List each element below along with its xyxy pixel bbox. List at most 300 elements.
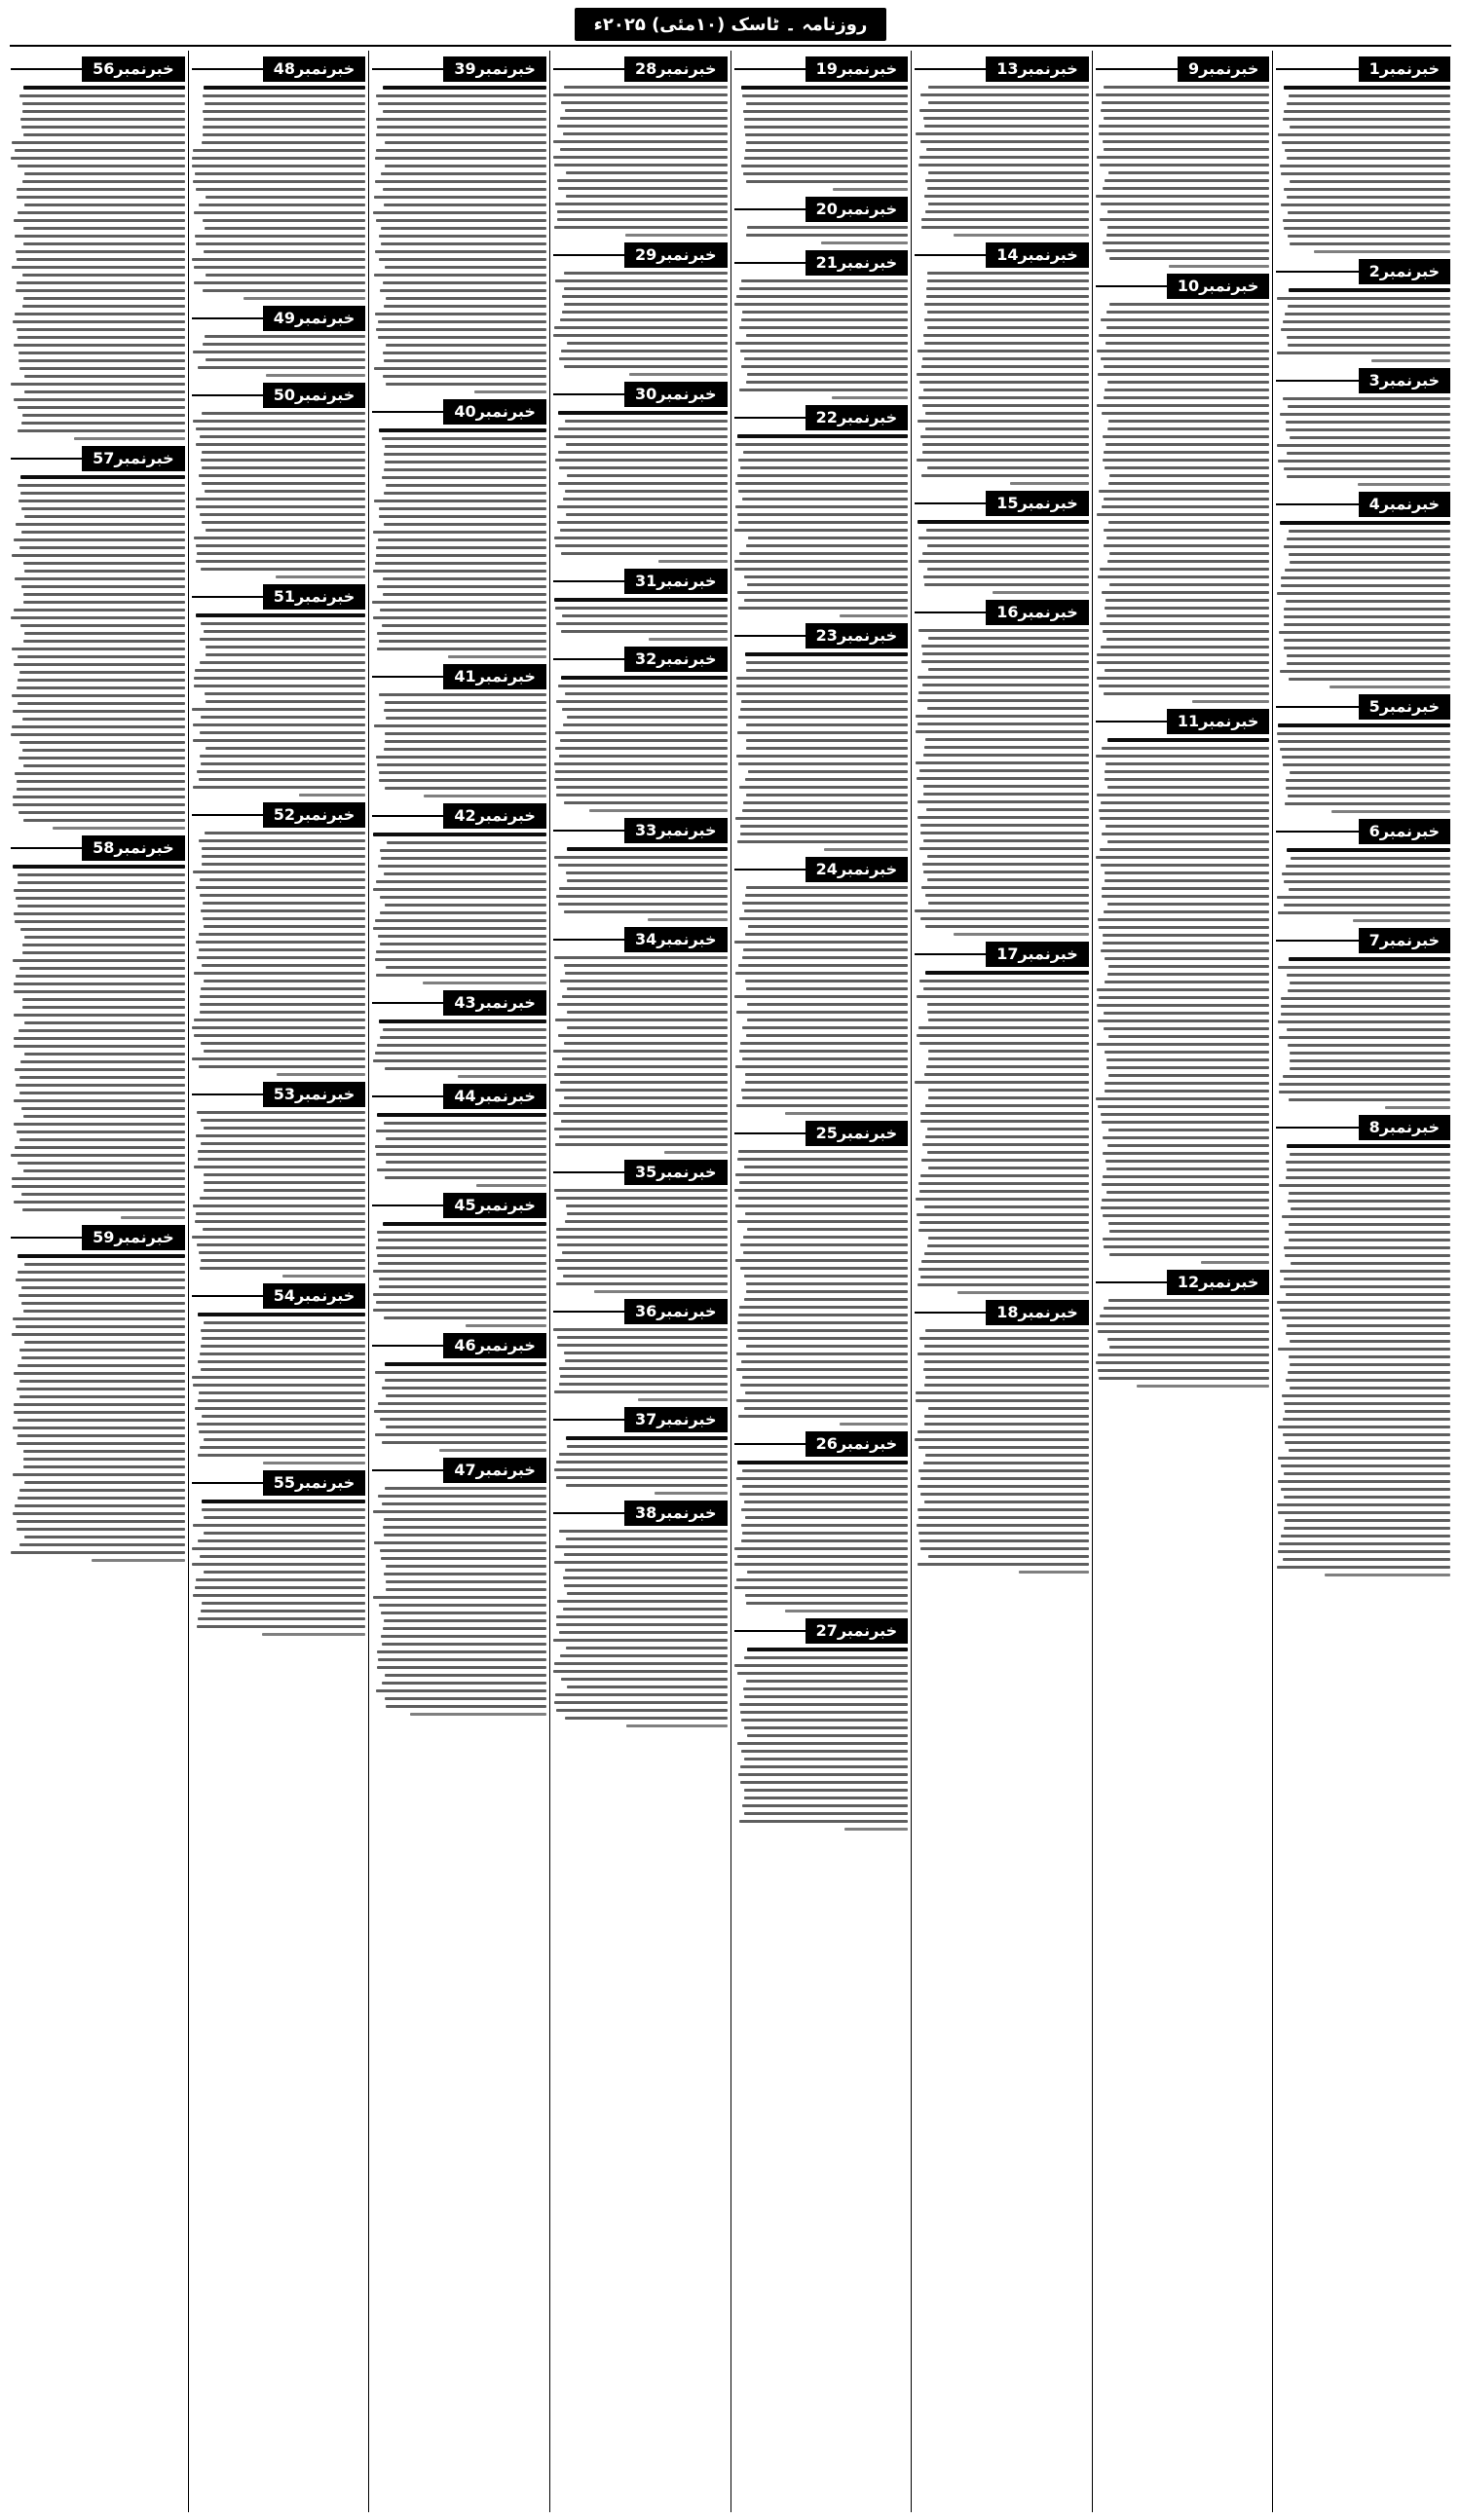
- text-line: [922, 357, 1089, 360]
- text-line: [560, 318, 728, 321]
- text-line: [17, 1442, 185, 1445]
- text-line: [747, 1734, 908, 1737]
- text-line: [564, 910, 727, 913]
- news-item-header: [553, 1501, 728, 1526]
- text-line: [200, 435, 366, 438]
- text-line: [1101, 357, 1269, 360]
- text-line: [738, 490, 909, 493]
- text-line: [382, 476, 546, 479]
- text-line: [917, 995, 1088, 998]
- text-line: [1277, 297, 1450, 300]
- text-line: [741, 86, 908, 90]
- news-item: [915, 942, 1089, 1294]
- text-line: [192, 708, 365, 711]
- header-rule: [553, 580, 624, 582]
- text-line: [563, 498, 727, 500]
- text-line: [24, 1536, 185, 1538]
- text-line: [373, 927, 546, 930]
- text-line: [562, 1057, 728, 1060]
- news-item: [372, 1333, 546, 1452]
- text-line: [566, 1647, 728, 1649]
- text-line: [24, 515, 184, 518]
- text-line: [13, 796, 185, 798]
- text-line: [1100, 817, 1269, 820]
- text-line: [737, 434, 909, 438]
- news-item-label: خبرنمبر4: [1359, 492, 1450, 517]
- text-line: [557, 179, 727, 182]
- text-line: [1283, 320, 1450, 323]
- text-line: [739, 786, 908, 789]
- text-line: [566, 171, 728, 174]
- news-item-body: [372, 693, 546, 797]
- text-line: [925, 971, 1089, 975]
- text-line: [738, 1150, 908, 1153]
- text-line: [737, 1555, 908, 1558]
- text-line: [918, 1229, 1088, 1232]
- text-line: [1284, 1472, 1450, 1475]
- text-line: [739, 552, 908, 555]
- news-item-label: خبرنمبر54: [263, 1283, 366, 1309]
- text-line: [1101, 318, 1270, 321]
- text-line: [373, 1596, 546, 1599]
- text-line: [559, 1530, 728, 1533]
- news-item-header: [372, 1333, 546, 1358]
- text-line: [385, 1674, 546, 1677]
- text-line: [374, 367, 545, 370]
- text-line: [1102, 591, 1269, 594]
- text-line: [742, 1376, 908, 1379]
- text-line: [926, 1065, 1089, 1068]
- news-item-header: [734, 623, 909, 649]
- text-line: [928, 668, 1089, 671]
- text-line: [1289, 1355, 1450, 1358]
- text-line: [1288, 989, 1450, 992]
- news-item: [553, 818, 728, 921]
- text-line: [21, 1107, 185, 1110]
- text-line: [204, 1438, 365, 1441]
- news-item: [915, 600, 1089, 936]
- text-line: [744, 575, 908, 578]
- text-line: [920, 824, 1089, 827]
- text-line: [919, 381, 1089, 384]
- news-item-body: [915, 272, 1089, 485]
- news-item-label: خبرنمبر29: [624, 242, 728, 268]
- text-line: [927, 1244, 1089, 1247]
- text-line: [918, 350, 1089, 352]
- text-line: [1109, 303, 1270, 306]
- text-line: [194, 281, 365, 284]
- text-line: [925, 179, 1089, 182]
- news-item: [734, 857, 909, 1115]
- text-line: [742, 1026, 908, 1029]
- news-column-5: [549, 51, 730, 2512]
- text-line: [927, 311, 1089, 314]
- text-line: [1282, 141, 1450, 144]
- text-line: [206, 747, 365, 750]
- text-line: [1104, 529, 1269, 532]
- text-line: [1282, 756, 1450, 759]
- text-line: [24, 172, 185, 175]
- text-line: [555, 1259, 728, 1262]
- text-line: [193, 1384, 366, 1387]
- news-item-header: [734, 56, 909, 82]
- text-line: [1103, 435, 1269, 438]
- text-line: [384, 709, 546, 712]
- news-item: [734, 56, 909, 191]
- text-line: [1278, 911, 1450, 914]
- text-line: [928, 203, 1089, 205]
- text-line: [1103, 1152, 1269, 1155]
- text-line: [196, 1212, 365, 1215]
- text-line: [1101, 864, 1269, 867]
- text-line: [1290, 561, 1450, 564]
- text-line: [917, 459, 1089, 462]
- header-rule: [192, 1093, 263, 1095]
- header-rule: [1096, 721, 1167, 723]
- masthead-title: روزنامہ ۔ ٹاسک (۱۰مئی) ۲۰۲۵ء: [575, 8, 886, 41]
- text-line: [741, 1750, 908, 1753]
- text-line: [206, 700, 366, 703]
- news-item: [11, 56, 185, 440]
- text-line: [566, 513, 728, 516]
- text-line: [1106, 326, 1270, 329]
- news-item-header: [553, 647, 728, 672]
- text-line: [734, 1547, 908, 1550]
- text-line: [374, 1410, 546, 1413]
- text-line: [916, 1391, 1089, 1394]
- text-line: [1284, 467, 1450, 470]
- text-line: [380, 1418, 545, 1421]
- text-line: [555, 1545, 727, 1548]
- text-line: [1284, 86, 1450, 90]
- news-item-header: [553, 818, 728, 843]
- news-item-header: [734, 250, 909, 276]
- news-item-header: [915, 56, 1089, 82]
- text-line: [558, 187, 728, 190]
- text-line: [923, 987, 1089, 990]
- text-line: [567, 987, 728, 990]
- text-line: [738, 1314, 908, 1316]
- text-line: [374, 274, 546, 277]
- text-line: [14, 889, 184, 892]
- text-line: [202, 1508, 365, 1511]
- text-line: [922, 552, 1089, 555]
- text-line: [1103, 459, 1270, 462]
- text-line: [1290, 180, 1450, 183]
- news-item-body: [734, 279, 909, 399]
- news-item-header: [734, 405, 909, 430]
- text-line: [386, 1426, 546, 1428]
- header-rule: [192, 814, 263, 816]
- text-line: [734, 1586, 908, 1589]
- news-item: [372, 1458, 546, 1716]
- news-item-header: [1276, 694, 1450, 720]
- text-line: [1099, 685, 1270, 687]
- text-line: [1280, 1270, 1450, 1273]
- text-line: [1109, 474, 1270, 477]
- text-line: [922, 404, 1089, 407]
- news-item: [553, 1160, 728, 1293]
- text-line: [832, 396, 908, 399]
- text-line: [735, 482, 908, 485]
- text-line: [565, 1359, 727, 1362]
- news-item-body: [553, 956, 728, 1154]
- text-line: [920, 832, 1089, 834]
- text-line: [373, 1309, 546, 1312]
- text-line: [15, 1146, 185, 1149]
- text-line: [19, 741, 185, 744]
- text-line: [1019, 1571, 1089, 1574]
- text-line: [1279, 1184, 1450, 1187]
- text-line: [561, 552, 727, 555]
- text-line: [11, 383, 185, 386]
- text-line: [928, 1057, 1089, 1060]
- text-line: [928, 902, 1088, 905]
- news-item-body: [372, 1222, 546, 1327]
- text-line: [744, 157, 908, 160]
- news-item-label: خبرنمبر41: [443, 664, 546, 689]
- text-line: [19, 367, 185, 370]
- text-line: [198, 1313, 365, 1316]
- text-line: [18, 655, 184, 658]
- text-line: [561, 676, 727, 680]
- text-line: [385, 787, 546, 790]
- news-item-label: خبرنمبر12: [1167, 1270, 1270, 1295]
- text-line: [386, 1588, 546, 1591]
- text-line: [200, 878, 365, 881]
- text-line: [555, 607, 727, 610]
- text-line: [744, 1758, 908, 1760]
- news-item-body: [734, 1461, 909, 1612]
- text-line: [373, 1059, 545, 1062]
- news-item-label: خبرنمبر9: [1178, 56, 1269, 82]
- text-line: [1097, 156, 1269, 159]
- text-line: [559, 1453, 728, 1456]
- text-line: [921, 886, 1089, 889]
- text-line: [744, 118, 908, 121]
- text-line: [198, 1454, 365, 1457]
- text-line: [925, 925, 1089, 928]
- text-line: [376, 219, 546, 222]
- text-line: [1287, 196, 1450, 199]
- text-line: [17, 281, 185, 284]
- text-line: [1105, 249, 1270, 252]
- text-line: [377, 648, 546, 650]
- text-line: [1281, 997, 1450, 1000]
- text-line: [1279, 631, 1450, 634]
- text-line: [1105, 1090, 1269, 1093]
- news-column-6: [368, 51, 549, 2512]
- text-line: [954, 234, 1088, 237]
- text-line: [1108, 482, 1269, 485]
- text-line: [1103, 140, 1270, 143]
- text-line: [925, 738, 1089, 741]
- text-line: [741, 1524, 908, 1527]
- text-line: [204, 1050, 366, 1053]
- news-item: [553, 1299, 728, 1401]
- text-line: [199, 474, 365, 477]
- text-line: [16, 1084, 184, 1087]
- text-line: [746, 234, 908, 237]
- text-line: [918, 396, 1089, 399]
- text-line: [565, 972, 728, 975]
- text-line: [200, 1003, 366, 1006]
- news-item-label: خبرنمبر37: [624, 1407, 728, 1432]
- text-line: [204, 1127, 366, 1130]
- news-column-8: [8, 51, 188, 2512]
- news-item-header: [915, 1300, 1089, 1325]
- text-line: [384, 1122, 546, 1125]
- text-line: [381, 1635, 546, 1638]
- text-line: [15, 1068, 185, 1071]
- text-line: [375, 157, 545, 160]
- text-line: [919, 1042, 1089, 1045]
- text-line: [15, 149, 184, 152]
- text-line: [192, 258, 365, 261]
- text-line: [14, 663, 185, 666]
- text-line: [1278, 723, 1450, 727]
- text-line: [1278, 1020, 1450, 1023]
- text-line: [741, 279, 909, 282]
- news-item: [372, 803, 546, 984]
- text-line: [203, 219, 365, 222]
- text-line: [927, 326, 1089, 329]
- news-item-body: [915, 520, 1089, 594]
- text-line: [24, 1053, 185, 1056]
- text-line: [919, 769, 1089, 772]
- text-line: [554, 956, 727, 959]
- news-item-label: خبرنمبر55: [263, 1470, 366, 1496]
- text-line: [1280, 748, 1450, 751]
- text-line: [17, 1388, 185, 1390]
- news-item-label: خبرنمبر32: [624, 647, 728, 672]
- text-line: [553, 140, 727, 143]
- text-line: [745, 149, 908, 152]
- text-line: [927, 878, 1089, 881]
- text-line: [121, 1216, 184, 1219]
- text-line: [380, 911, 546, 914]
- news-item: [915, 1300, 1089, 1574]
- text-line: [20, 492, 185, 495]
- text-line: [376, 94, 546, 97]
- text-line: [382, 624, 546, 627]
- text-line: [921, 226, 1089, 229]
- text-line: [736, 1368, 908, 1371]
- news-item: [734, 1121, 909, 1426]
- text-line: [554, 226, 727, 229]
- news-item-header: [192, 584, 366, 610]
- header-rule: [1276, 271, 1358, 273]
- text-line: [244, 297, 365, 300]
- news-item-label: خبرنمبر17: [986, 942, 1089, 967]
- text-line: [1103, 942, 1270, 945]
- text-line: [924, 1205, 1089, 1208]
- text-line: [919, 1337, 1089, 1340]
- text-line: [739, 1703, 908, 1706]
- text-line: [19, 359, 185, 362]
- text-line: [20, 118, 185, 121]
- text-line: [1281, 584, 1450, 587]
- text-line: [745, 1594, 908, 1597]
- news-item-header: [1276, 259, 1450, 284]
- news-item-label: خبرنمبر3: [1359, 368, 1450, 393]
- news-item-body: [553, 598, 728, 641]
- text-line: [559, 357, 727, 360]
- text-line: [745, 980, 908, 982]
- text-line: [556, 1476, 728, 1479]
- text-line: [201, 1329, 366, 1332]
- text-line: [562, 295, 727, 298]
- text-line: [564, 1352, 727, 1354]
- text-line: [19, 1543, 185, 1546]
- header-rule: [372, 1345, 443, 1347]
- text-line: [195, 172, 365, 175]
- header-rule: [915, 611, 986, 613]
- text-line: [923, 785, 1089, 788]
- text-line: [374, 724, 546, 727]
- text-line: [198, 1360, 365, 1363]
- news-item-header: [553, 382, 728, 407]
- text-line: [918, 1283, 1088, 1286]
- news-item-label: خبرنمبر8: [1359, 1115, 1450, 1140]
- text-line: [744, 1726, 908, 1729]
- text-line: [23, 1458, 185, 1461]
- text-line: [1101, 646, 1269, 649]
- news-item-label: خبرنمبر2: [1359, 259, 1450, 284]
- text-line: [18, 1497, 185, 1500]
- text-line: [553, 1328, 727, 1331]
- text-line: [928, 86, 1089, 89]
- text-line: [1102, 1199, 1270, 1202]
- text-line: [922, 451, 1089, 454]
- text-line: [201, 987, 365, 990]
- text-line: [1098, 1353, 1269, 1356]
- text-line: [737, 1461, 908, 1464]
- text-line: [1104, 1245, 1270, 1248]
- text-line: [1284, 1496, 1450, 1499]
- text-line: [194, 685, 365, 687]
- text-line: [744, 1166, 908, 1168]
- text-line: [555, 203, 728, 205]
- text-line: [927, 1011, 1089, 1014]
- text-line: [24, 1021, 185, 1024]
- text-line: [735, 1065, 908, 1068]
- text-line: [1286, 1176, 1450, 1179]
- text-line: [1289, 553, 1450, 556]
- text-line: [742, 498, 908, 500]
- text-line: [1098, 1019, 1270, 1022]
- text-line: [18, 1364, 184, 1367]
- text-line: [745, 1212, 908, 1215]
- text-line: [734, 568, 908, 571]
- text-line: [924, 1415, 1089, 1418]
- text-line: [1099, 996, 1269, 999]
- text-line: [192, 1563, 365, 1566]
- text-line: [918, 629, 1089, 632]
- text-line: [556, 622, 728, 625]
- header-rule: [192, 68, 263, 70]
- text-line: [1097, 677, 1270, 680]
- text-line: [744, 1275, 909, 1278]
- text-line: [567, 1026, 728, 1029]
- text-line: [739, 326, 908, 329]
- text-line: [564, 1042, 727, 1045]
- text-line: [923, 575, 1089, 578]
- text-line: [192, 165, 365, 167]
- text-line: [918, 1026, 1089, 1029]
- text-line: [202, 847, 365, 850]
- text-line: [918, 1485, 1089, 1488]
